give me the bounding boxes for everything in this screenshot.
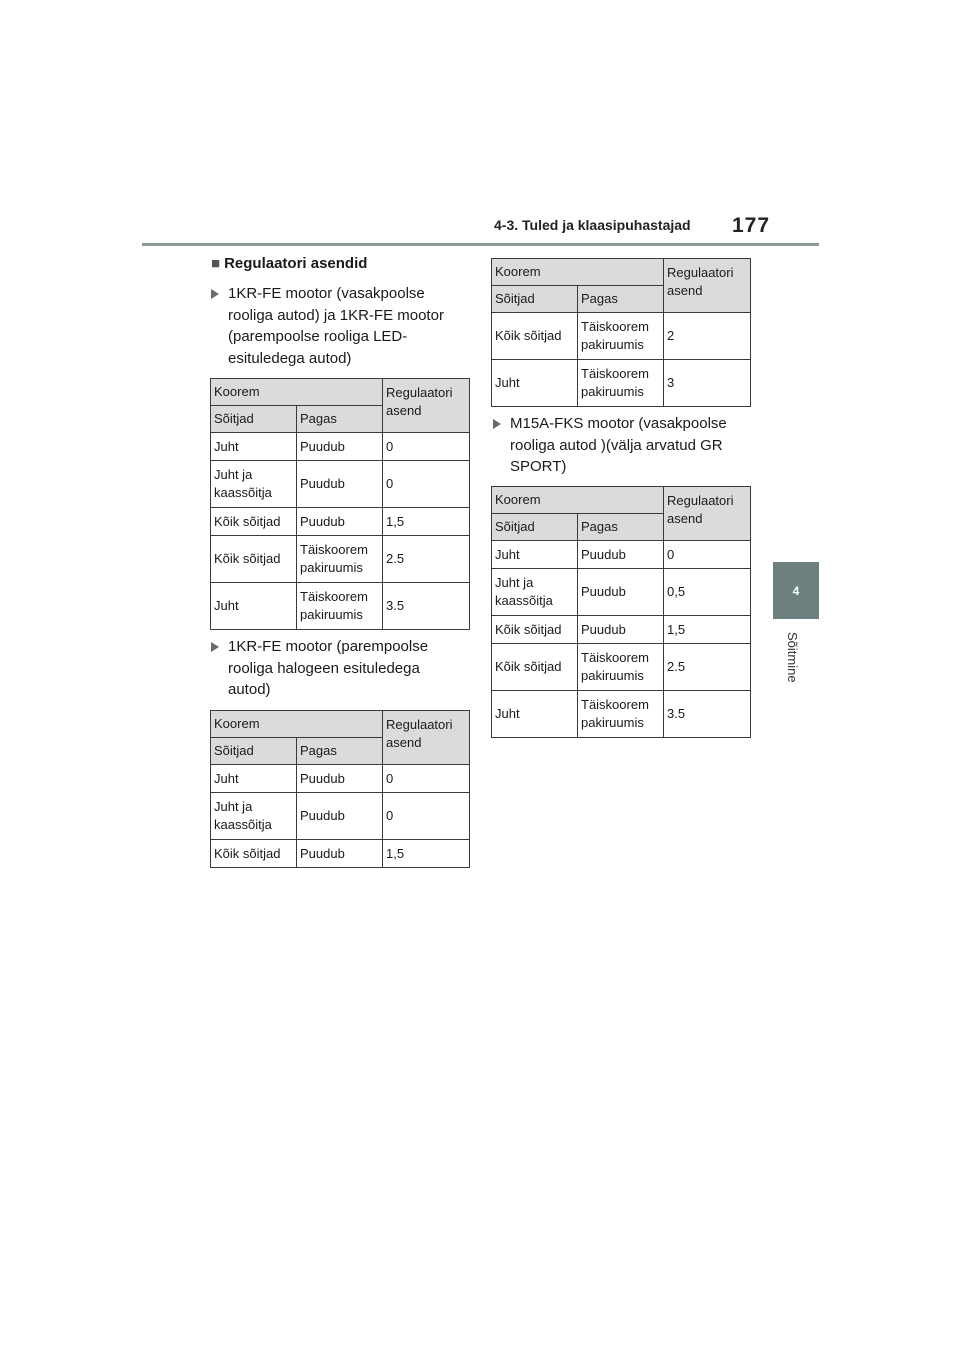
header-pagas: Pagas [297,738,383,765]
table-row [211,461,470,508]
header-pagas: Pagas [297,406,383,433]
cell-pagas: Täiskoorem pakiruumis [297,583,383,630]
table-row [492,360,751,407]
chapter-tab: 4 [773,562,819,619]
cell-asend: 1,5 [383,840,470,868]
cell-soitjad: Kõik sõitjad [492,313,578,360]
table-row [211,583,470,630]
header-soitjad: Sõitjad [211,406,297,433]
load-table [491,258,751,407]
engine-variant-text: 1KR-FE mootor (vasakpoolse rooliga autod) ja 1KR-FE mootor (parempoolse rooliga LED- esituledega autod) [228,285,444,367]
cell-pagas: Täiskoorem pakiruumis [578,691,664,738]
load-table [210,710,470,868]
cell-asend: 3.5 [664,691,751,738]
cell-pagas: Puudub [297,461,383,508]
cell-soitjad: Juht ja kaassõitja [211,793,297,840]
header-divider [142,243,819,246]
cell-soitjad: Juht [492,691,578,738]
cell-soitjad: Juht ja kaassõitja [492,569,578,616]
engine-variant-bullet [211,636,488,701]
cell-soitjad: Juht [211,765,297,793]
cell-asend: 2 [664,313,751,360]
header-koorem: Koorem [211,711,383,738]
cell-asend: 1,5 [664,616,751,644]
engine-variant-text: M15A-FKS mootor (vasakpoolse rooliga autod )(välja arvatud GR SPORT) [510,415,727,475]
table-row [492,644,751,691]
cell-soitjad: Kõik sõitjad [492,616,578,644]
triangle-bullet-icon [211,642,219,652]
cell-asend: 0,5 [664,569,751,616]
cell-asend: 0 [383,433,470,461]
cell-pagas: Täiskoorem pakiruumis [578,644,664,691]
cell-pagas: Täiskoorem pakiruumis [578,360,664,407]
header-koorem: Koorem [211,379,383,406]
engine-variant-bullet [211,283,488,369]
table-row [492,616,751,644]
table-row [492,569,751,616]
table-row [211,793,470,840]
header-koorem: Koorem [492,259,664,286]
header-soitjad: Sõitjad [492,514,578,541]
cell-pagas: Puudub [578,541,664,569]
cell-soitjad: Juht [211,433,297,461]
chapter-label: Sõitmine [785,632,800,683]
header-regulaatori-asend: Regulaatori asend [664,259,751,313]
section-heading-text: Regulaatori asendid [224,255,368,272]
section-title: 4-3. Tuled ja klaasipuhastajad [494,217,691,233]
cell-asend: 3.5 [383,583,470,630]
table-row [211,536,470,583]
table-row [211,840,470,868]
table-row [492,691,751,738]
page-number: 177 [732,214,771,237]
triangle-bullet-icon [211,289,219,299]
cell-soitjad: Kõik sõitjad [492,644,578,691]
table-row [492,313,751,360]
engine-variant-text: 1KR-FE mootor (parempoolse rooliga halogeen esituledega autod) [228,638,429,698]
cell-pagas: Puudub [297,508,383,536]
cell-soitjad: Juht [492,541,578,569]
header-soitjad: Sõitjad [492,286,578,313]
section-heading [211,255,367,272]
header-regulaatori-asend: Regulaatori asend [664,487,751,541]
cell-pagas: Puudub [578,569,664,616]
cell-asend: 2.5 [383,536,470,583]
cell-asend: 0 [383,765,470,793]
cell-asend: 2.5 [664,644,751,691]
cell-pagas: Puudub [297,433,383,461]
header-koorem: Koorem [492,487,664,514]
cell-pagas: Puudub [578,616,664,644]
triangle-bullet-icon [493,419,501,429]
engine-variant-bullet [493,413,775,478]
table-row [211,765,470,793]
cell-pagas: Täiskoorem pakiruumis [297,536,383,583]
cell-asend: 3 [664,360,751,407]
square-bullet-icon: ■ [211,255,221,272]
cell-soitjad: Juht [492,360,578,407]
header-soitjad: Sõitjad [211,738,297,765]
load-table [491,486,751,738]
header-pagas: Pagas [578,286,664,313]
cell-soitjad: Kõik sõitjad [211,536,297,583]
table-row [211,433,470,461]
cell-asend: 0 [383,793,470,840]
cell-soitjad: Kõik sõitjad [211,840,297,868]
header-pagas: Pagas [578,514,664,541]
header-regulaatori-asend: Regulaatori asend [383,711,470,765]
cell-asend: 0 [383,461,470,508]
cell-asend: 0 [664,541,751,569]
table-row [492,541,751,569]
cell-soitjad: Juht ja kaassõitja [211,461,297,508]
cell-soitjad: Juht [211,583,297,630]
cell-asend: 1,5 [383,508,470,536]
cell-pagas: Puudub [297,765,383,793]
cell-pagas: Puudub [297,840,383,868]
table-row [211,508,470,536]
header-regulaatori-asend: Regulaatori asend [383,379,470,433]
load-table [210,378,470,630]
cell-pagas: Täiskoorem pakiruumis [578,313,664,360]
cell-soitjad: Kõik sõitjad [211,508,297,536]
cell-pagas: Puudub [297,793,383,840]
